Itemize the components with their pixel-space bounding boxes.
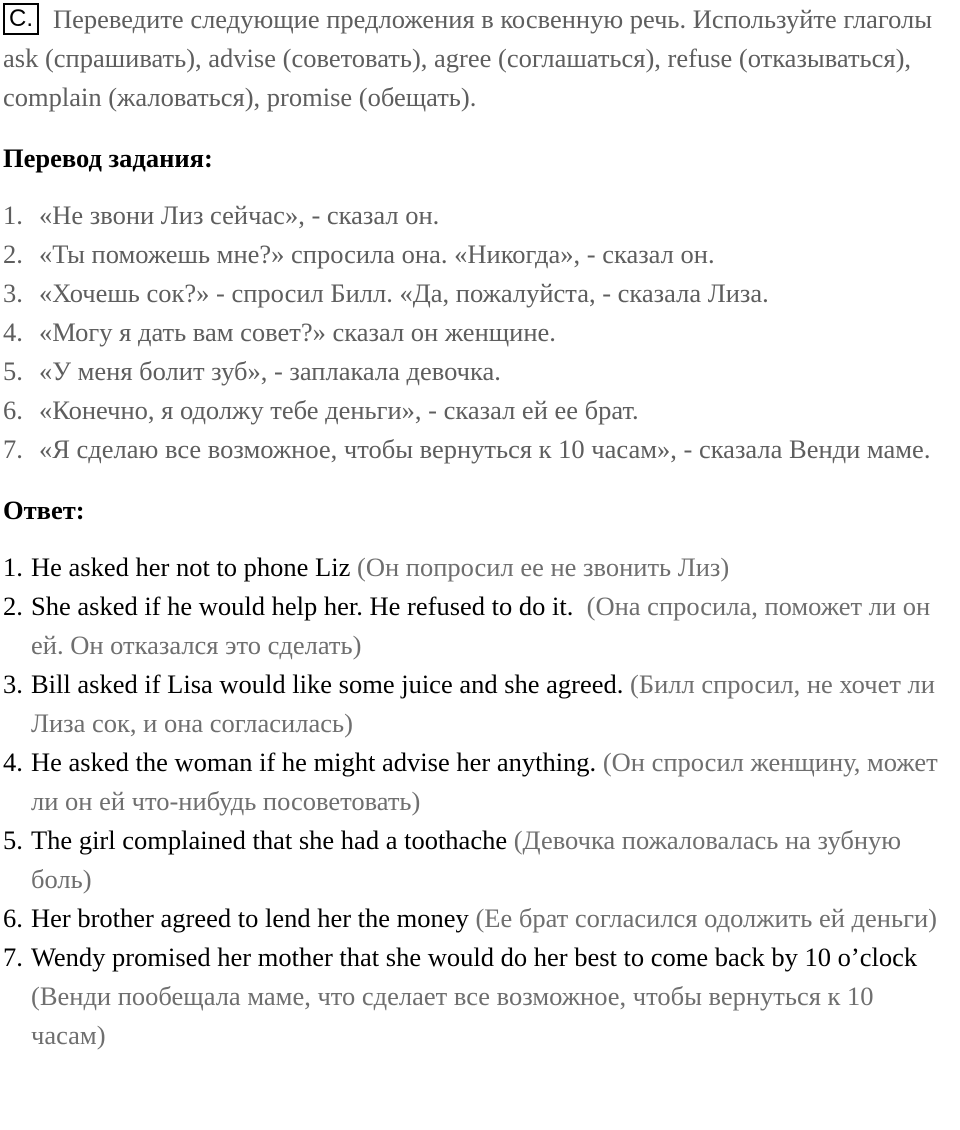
answer-english: She asked if he would help her. He refused to do it. [31, 591, 574, 621]
answer-russian: (Ее брат согласился одолжить ей деньги) [475, 903, 937, 933]
list-item [3, 352, 953, 391]
item-text: «У меня болит зуб», - заплакала девочка. [39, 356, 501, 386]
item-number: 5. [3, 825, 23, 855]
answer-english: Her brother agreed to lend her the money [31, 903, 469, 933]
item-number: 6. [3, 395, 23, 425]
list-item [3, 391, 953, 430]
list-item [3, 938, 953, 1055]
item-number: 2. [3, 591, 23, 621]
item-text: «Не звони Лиз сейчас», - сказал он. [39, 200, 440, 230]
list-item [3, 313, 953, 352]
answer-english: He asked her not to phone Liz [31, 552, 351, 582]
item-number: 7. [3, 942, 23, 972]
translation-heading: Перевод задания: [3, 143, 213, 173]
answer-russian: (Она спросила, поможет ли он ей. Он отказался это сделать) [31, 591, 931, 660]
list-item [3, 430, 953, 469]
answer-english: Wendy promised her mother that she would do her best to come back by 10 o’clock [31, 942, 918, 972]
item-number: 2. [3, 239, 23, 269]
task-label: C. [3, 3, 39, 35]
list-item [3, 196, 953, 235]
answer-english: The girl complained that she had a toothache [31, 825, 508, 855]
answer-russian: (Он спросил женщину, может ли он ей что-нибудь посоветовать) [31, 747, 938, 816]
answer-russian: (Он попросил ее не звонить Лиз) [357, 552, 730, 582]
item-number: 6. [3, 903, 23, 933]
list-item [3, 548, 953, 587]
answer-russian: (Девочка пожаловалась на зубную боль) [31, 825, 902, 894]
list-item [3, 665, 953, 743]
answer-list [3, 548, 953, 1055]
task-text: Переведите следующие предложения в косвенную речь. Используйте глаголы ask (спрашивать), advise (советовать), agree (соглашаться), refuse (отказываться), complain (жаловаться), promise (обещать). [3, 4, 933, 112]
item-text: «Ты поможешь мне?» спросила она. «Никогда», - сказал он. [39, 239, 715, 269]
answer-heading: Ответ: [3, 495, 85, 525]
answer-russian: (Венди пообещала маме, что сделает все возможное, чтобы вернуться к 10 часам) [31, 981, 874, 1050]
item-text: «Хочешь сок?» - спросил Билл. «Да, пожалуйста, - сказала Лиза. [39, 278, 769, 308]
item-number: 1. [3, 552, 23, 582]
list-item [3, 587, 953, 665]
list-item [3, 821, 953, 899]
task-instruction [3, 0, 953, 117]
answer-english: Bill asked if Lisa would like some juice and she agreed. [31, 669, 624, 699]
item-text: «Я сделаю все возможное, чтобы вернуться к 10 часам», - сказала Венди маме. [39, 434, 931, 464]
item-number: 1. [3, 200, 23, 230]
list-item [3, 899, 953, 938]
item-number: 4. [3, 317, 23, 347]
item-number: 5. [3, 356, 23, 386]
item-number: 7. [3, 434, 23, 464]
item-number: 3. [3, 669, 23, 699]
list-item [3, 743, 953, 821]
answer-russian: (Билл спросил, не хочет ли Лиза сок, и она согласилась) [31, 669, 935, 738]
list-item [3, 235, 953, 274]
item-number: 4. [3, 747, 23, 777]
item-text: «Конечно, я одолжу тебе деньги», - сказал ей ее брат. [39, 395, 639, 425]
list-item [3, 274, 953, 313]
answer-english: He asked the woman if he might advise her anything. [31, 747, 597, 777]
item-number: 3. [3, 278, 23, 308]
item-text: «Могу я дать вам совет?» сказал он женщине. [39, 317, 556, 347]
translation-list [3, 196, 953, 469]
